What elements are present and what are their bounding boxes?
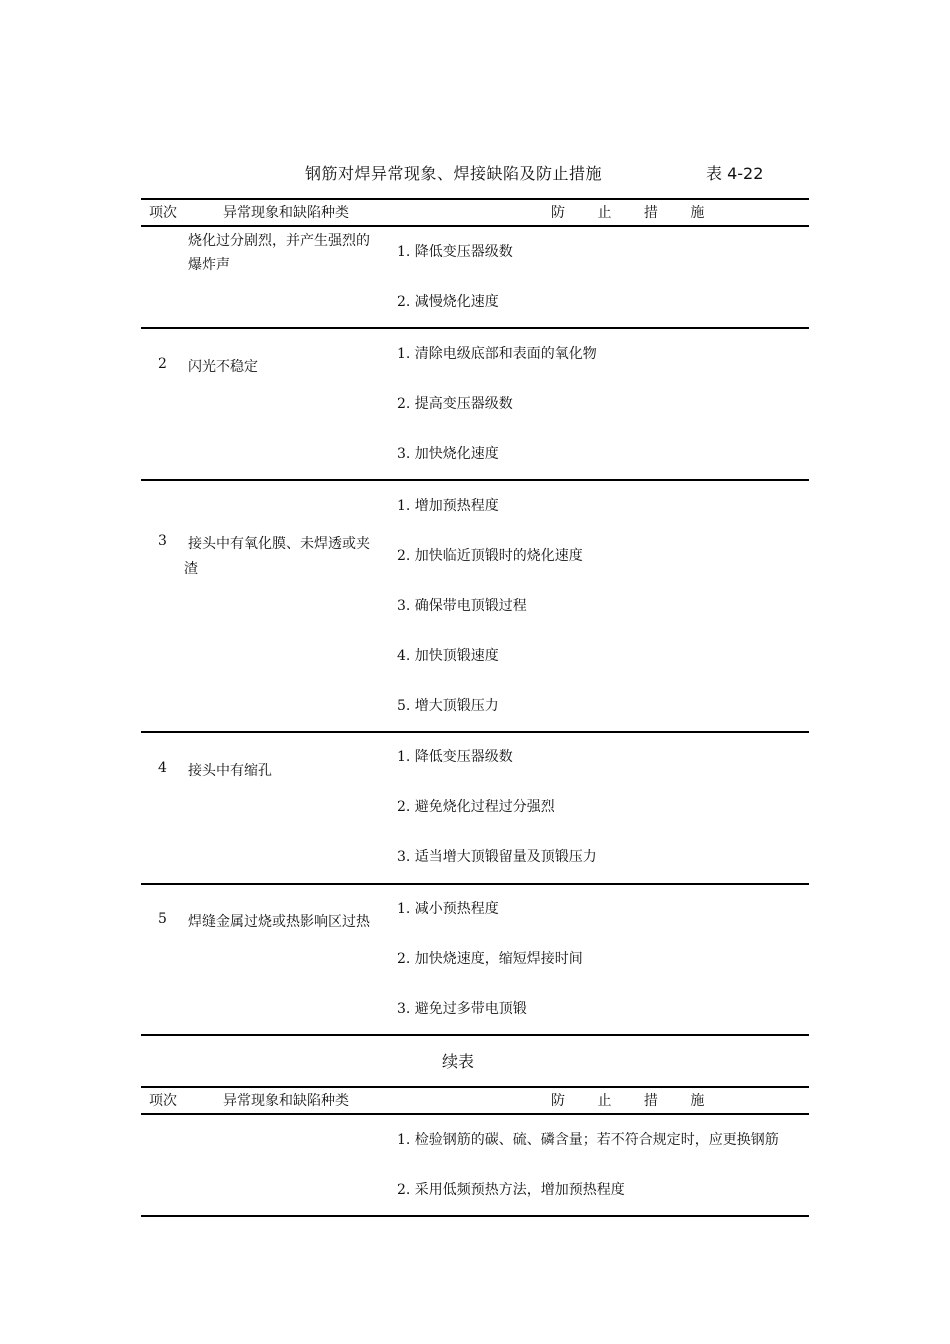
header2-col-measures: 防 止 措 施 — [551, 1093, 719, 1109]
row1-measure-2: 2. 减慢烧化速度 — [397, 294, 499, 310]
table2-bottom-rule — [141, 1215, 809, 1217]
row4-measure-2: 2. 避免烧化过程过分强烈 — [397, 799, 555, 815]
row2-measure-3: 3. 加快烧化速度 — [397, 446, 499, 462]
row5-defect: 焊缝金属过烧或热影响区过热 — [188, 914, 370, 930]
row4-defect: 接头中有缩孔 — [188, 763, 272, 779]
row4-no: 4 — [158, 760, 167, 776]
row5-measure-1: 1. 减小预热程度 — [397, 901, 499, 917]
table-number: 表 4-22 — [706, 164, 764, 183]
continuation-label: 续表 — [442, 1052, 475, 1071]
header-col-defect: 异常现象和缺陷种类 — [223, 205, 349, 221]
row2-defect: 闪光不稳定 — [188, 359, 258, 375]
row2-measure-2: 2. 提高变压器级数 — [397, 396, 513, 412]
header-bottom-rule — [141, 225, 809, 227]
row2-no: 2 — [158, 356, 167, 372]
header2-bottom-rule — [141, 1113, 809, 1115]
header2-col-no: 项次 — [149, 1093, 177, 1109]
row-divider — [141, 731, 809, 733]
table2-top-rule — [141, 1086, 809, 1088]
row1-defect-line1: 烧化过分剧烈，并产生强烈的 — [188, 233, 370, 249]
row5-no: 5 — [158, 911, 167, 927]
row3-no: 3 — [158, 533, 167, 549]
row3-measure-5: 5. 增大顶锻压力 — [397, 698, 499, 714]
row3-measure-1: 1. 增加预热程度 — [397, 498, 499, 514]
table2-measure-2: 2. 采用低频预热方法，增加预热程度 — [397, 1182, 625, 1198]
header-col-no: 项次 — [149, 205, 177, 221]
row-divider — [141, 327, 809, 329]
table-title: 钢筋对焊异常现象、焊接缺陷及防止措施 — [305, 164, 603, 183]
table2-measure-1: 1. 检验钢筋的碳、硫、磷含量；若不符合规定时，应更换钢筋 — [397, 1132, 779, 1148]
table-bottom-rule — [141, 1034, 809, 1036]
row1-defect-line2: 爆炸声 — [188, 257, 230, 273]
header2-col-defect: 异常现象和缺陷种类 — [223, 1093, 349, 1109]
row3-measure-2: 2. 加快临近顶锻时的烧化速度 — [397, 548, 583, 564]
row5-measure-3: 3. 避免过多带电顶锻 — [397, 1001, 527, 1017]
header-col-measures: 防 止 措 施 — [551, 205, 719, 221]
row1-measure-1: 1. 降低变压器级数 — [397, 244, 513, 260]
row4-measure-3: 3. 适当增大顶锻留量及顶锻压力 — [397, 849, 597, 865]
row3-defect-line2: 渣 — [184, 561, 198, 577]
row3-measure-3: 3. 确保带电顶锻过程 — [397, 598, 527, 614]
row3-defect-line1: 接头中有氧化膜、未焊透或夹 — [188, 536, 370, 552]
row4-measure-1: 1. 降低变压器级数 — [397, 749, 513, 765]
row5-measure-2: 2. 加快烧速度，缩短焊接时间 — [397, 951, 583, 967]
table-top-rule — [141, 198, 809, 200]
row-divider — [141, 883, 809, 885]
row2-measure-1: 1. 清除电级底部和表面的氧化物 — [397, 346, 597, 362]
row-divider — [141, 479, 809, 481]
row3-measure-4: 4. 加快顶锻速度 — [397, 648, 499, 664]
